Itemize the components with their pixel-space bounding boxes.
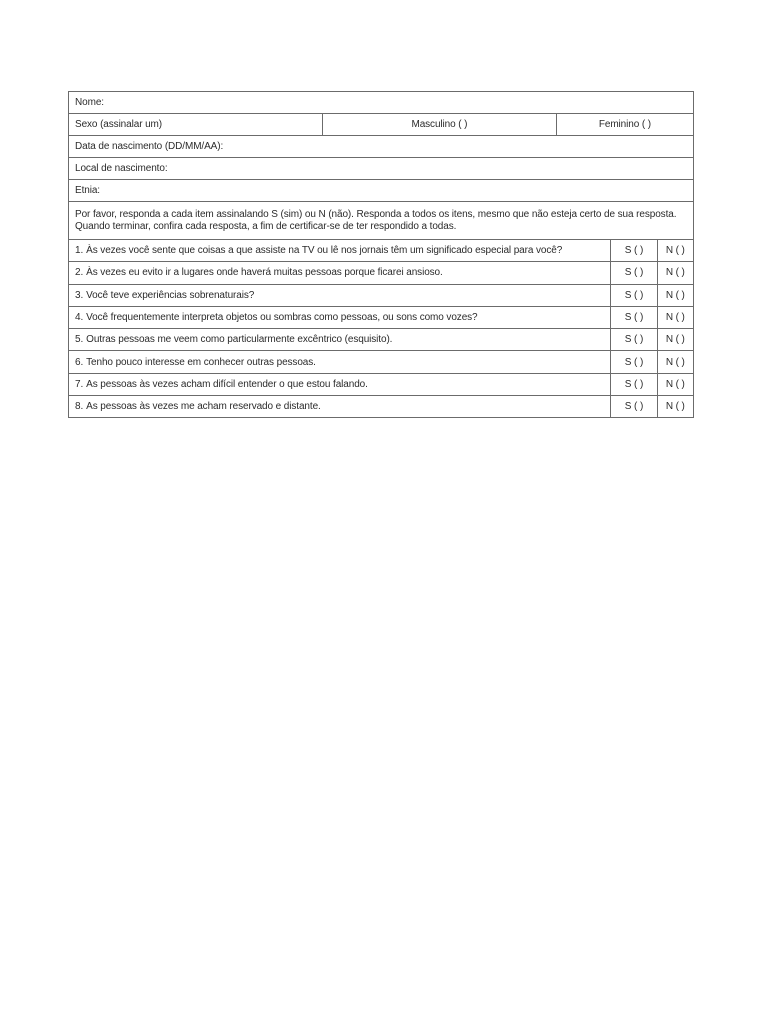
- question-row: [69, 396, 694, 418]
- birth-date-row: [69, 136, 694, 158]
- birth-place-row: [69, 158, 694, 180]
- sex-label: Sexo (assinalar um): [69, 114, 323, 136]
- question-number: 8.: [75, 401, 84, 413]
- question-label: Você frequentemente interpreta objetos ou sombras como pessoas, ou sons como vozes?: [86, 312, 478, 324]
- question-text: [69, 262, 611, 284]
- yes-option[interactable]: S ( ): [611, 284, 657, 306]
- question-row: [69, 284, 694, 306]
- question-number: 3.: [75, 289, 84, 301]
- question-number: 7.: [75, 378, 84, 390]
- question-label: As pessoas às vezes acham difícil entender o que estou falando.: [86, 378, 368, 390]
- question-label: Outras pessoas me veem como particularmente excêntrico (esquisito).: [86, 334, 393, 346]
- name-field[interactable]: [69, 92, 694, 114]
- question-text: [69, 284, 611, 306]
- yes-option[interactable]: S ( ): [611, 306, 657, 328]
- name-row: [69, 92, 694, 114]
- no-option[interactable]: N ( ): [657, 396, 693, 418]
- yes-option[interactable]: S ( ): [611, 329, 657, 351]
- question-text: [69, 329, 611, 351]
- sex-row: [69, 114, 694, 136]
- ethnicity-label: Etnia:: [75, 185, 100, 196]
- yes-option[interactable]: S ( ): [611, 396, 657, 418]
- question-text: [69, 373, 611, 395]
- question-text: [69, 240, 611, 262]
- question-number: 5.: [75, 334, 84, 346]
- instructions-text: Por favor, responda a cada item assinalando S (sim) ou N (não). Responda a todos os itens, mesmo que não esteja certo de sua resposta. Quando terminar, confira cada resposta, a fim de certificar-se de ter respondido a todas.: [69, 202, 694, 240]
- no-option[interactable]: N ( ): [657, 262, 693, 284]
- yes-option[interactable]: S ( ): [611, 373, 657, 395]
- question-label: Às vezes você sente que coisas a que assiste na TV ou lê nos jornais têm um significado especial para você?: [86, 245, 563, 257]
- question-row: [69, 262, 694, 284]
- yes-option[interactable]: S ( ): [611, 262, 657, 284]
- question-label: Às vezes eu evito ir a lugares onde haverá muitas pessoas porque ficarei ansioso.: [86, 267, 443, 279]
- no-option[interactable]: N ( ): [657, 373, 693, 395]
- question-text: [69, 351, 611, 373]
- question-row: [69, 373, 694, 395]
- question-number: 1.: [75, 245, 84, 257]
- birth-date-label: Data de nascimento (DD/MM/AA):: [75, 141, 224, 152]
- question-label: Tenho pouco interesse em conhecer outras pessoas.: [86, 356, 316, 368]
- no-option[interactable]: N ( ): [657, 351, 693, 373]
- question-number: 2.: [75, 267, 84, 279]
- ethnicity-field[interactable]: [69, 180, 694, 202]
- birth-place-field[interactable]: [69, 158, 694, 180]
- question-text: [69, 306, 611, 328]
- question-row: [69, 240, 694, 262]
- question-label: Você teve experiências sobrenaturais?: [86, 289, 255, 301]
- question-label: As pessoas às vezes me acham reservado e distante.: [86, 401, 321, 413]
- question-row: [69, 351, 694, 373]
- birth-date-field[interactable]: [69, 136, 694, 158]
- no-option[interactable]: N ( ): [657, 240, 693, 262]
- ethnicity-row: [69, 180, 694, 202]
- question-row: [69, 306, 694, 328]
- question-text: [69, 396, 611, 418]
- no-option[interactable]: N ( ): [657, 306, 693, 328]
- instructions-row: [69, 202, 694, 240]
- question-number: 4.: [75, 312, 84, 324]
- questionnaire-form: [68, 91, 694, 418]
- yes-option[interactable]: S ( ): [611, 240, 657, 262]
- no-option[interactable]: N ( ): [657, 329, 693, 351]
- question-number: 6.: [75, 356, 84, 368]
- yes-option[interactable]: S ( ): [611, 351, 657, 373]
- no-option[interactable]: N ( ): [657, 284, 693, 306]
- name-label: Nome:: [75, 97, 104, 108]
- male-option[interactable]: Masculino ( ): [323, 114, 557, 136]
- birth-place-label: Local de nascimento:: [75, 163, 168, 174]
- question-row: [69, 329, 694, 351]
- female-option[interactable]: Feminino ( ): [556, 114, 693, 136]
